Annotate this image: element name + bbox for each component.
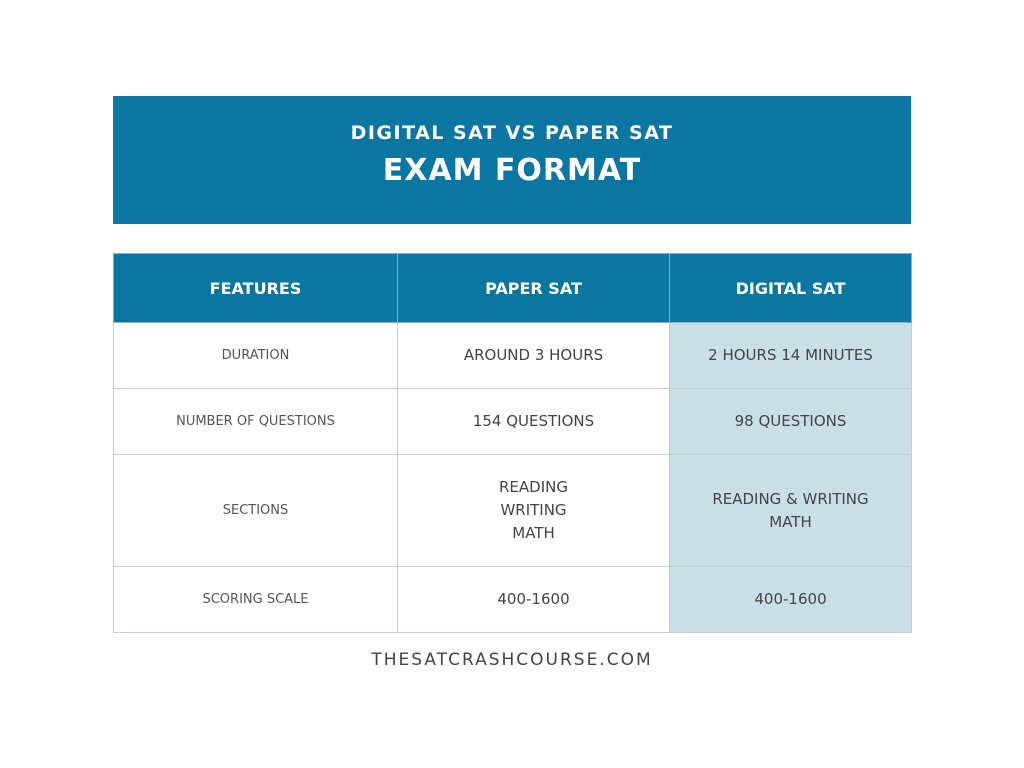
feature-cell: SECTIONS bbox=[114, 455, 398, 567]
header-digital-sat: DIGITAL SAT bbox=[670, 254, 912, 323]
table-row bbox=[114, 567, 912, 633]
comparison-table bbox=[113, 253, 912, 633]
title-banner bbox=[113, 96, 911, 224]
header-paper-sat: PAPER SAT bbox=[398, 254, 670, 323]
table-header-row bbox=[114, 254, 912, 323]
cell-line: READING bbox=[499, 478, 568, 496]
paper-cell: 154 QUESTIONS bbox=[398, 389, 670, 455]
paper-cell: 400-1600 bbox=[398, 567, 670, 633]
cell-line: MATH bbox=[512, 524, 555, 542]
cell-line: MATH bbox=[769, 512, 812, 531]
feature-cell: DURATION bbox=[114, 323, 398, 389]
header-features: FEATURES bbox=[114, 254, 398, 323]
digital-cell bbox=[670, 455, 912, 567]
paper-cell bbox=[398, 455, 670, 567]
feature-cell: NUMBER OF QUESTIONS bbox=[114, 389, 398, 455]
digital-cell: 2 HOURS 14 MINUTES bbox=[670, 323, 912, 389]
digital-cell: 400-1600 bbox=[670, 567, 912, 633]
table-row bbox=[114, 455, 912, 567]
banner-title: EXAM FORMAT bbox=[382, 153, 642, 188]
digital-cell: 98 QUESTIONS bbox=[670, 389, 912, 455]
paper-cell: AROUND 3 HOURS bbox=[398, 323, 670, 389]
banner-subtitle: DIGITAL SAT VS PAPER SAT bbox=[350, 122, 674, 144]
cell-line: WRITING bbox=[500, 501, 567, 519]
table-row bbox=[114, 323, 912, 389]
cell-line: READING & WRITING bbox=[712, 489, 869, 508]
feature-cell: SCORING SCALE bbox=[114, 567, 398, 633]
table-row bbox=[114, 389, 912, 455]
website-footer: THESATCRASHCOURSE.COM bbox=[371, 650, 653, 670]
